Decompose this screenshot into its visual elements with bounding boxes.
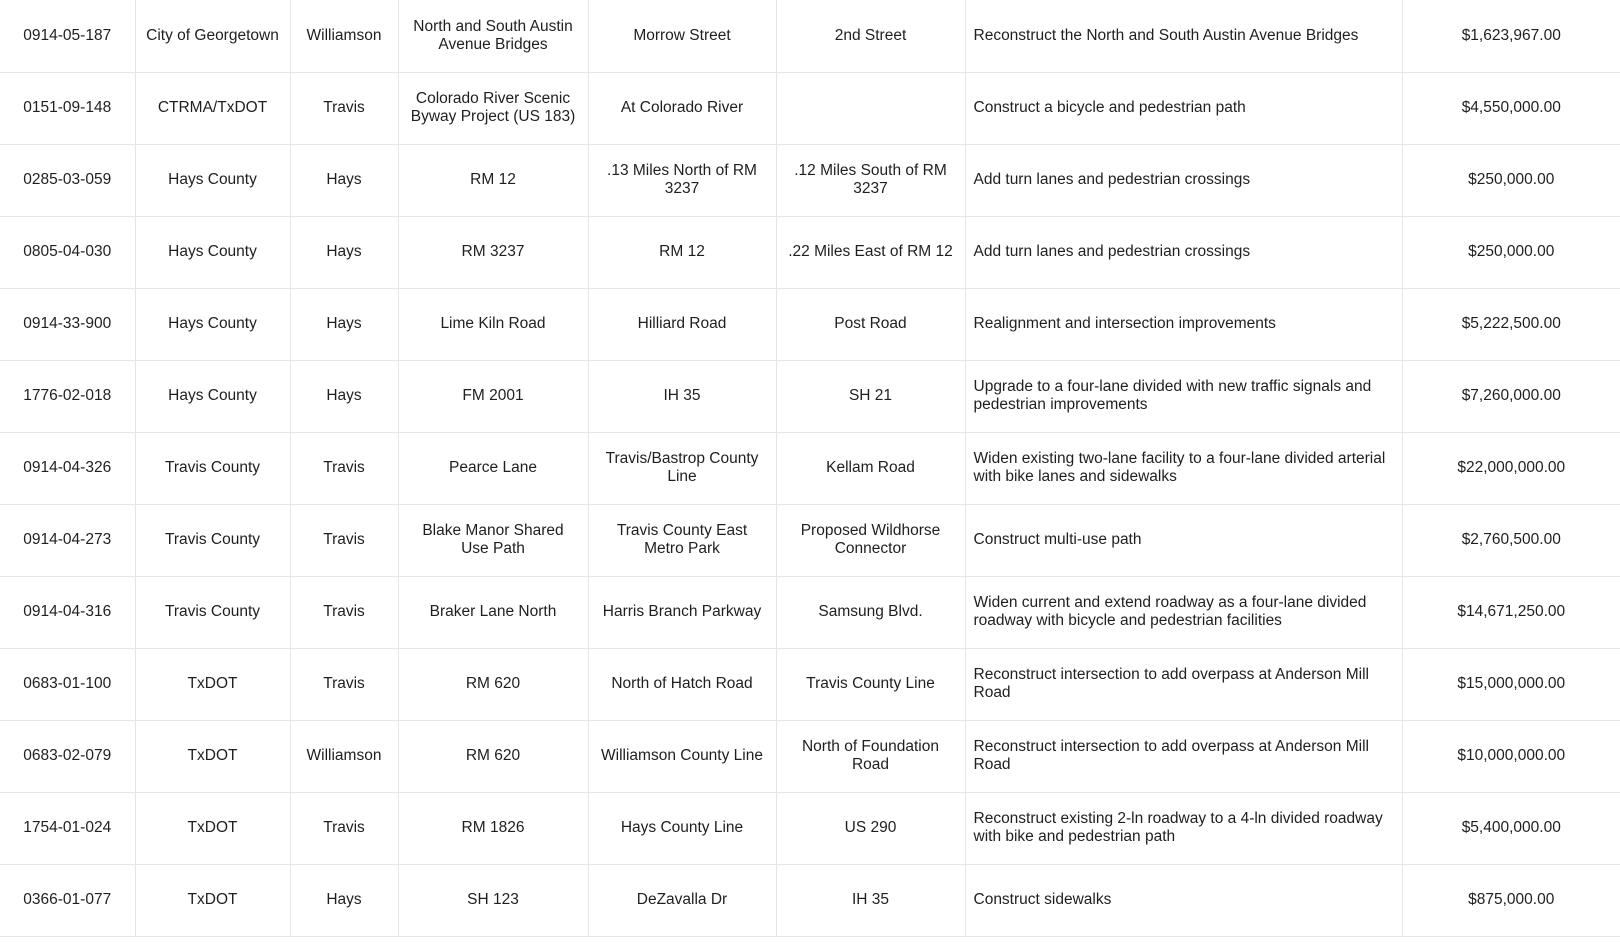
table-row <box>0 0 1620 72</box>
project-cell: Pearce Lane <box>398 432 588 504</box>
sponsor-cell: Travis County <box>135 576 290 648</box>
from-cell: At Colorado River <box>588 72 776 144</box>
to-cell: 2nd Street <box>776 0 965 72</box>
county-cell: Travis <box>290 648 398 720</box>
sponsor-cell: Travis County <box>135 432 290 504</box>
to-cell: SH 21 <box>776 360 965 432</box>
to-cell: Proposed Wildhorse Connector <box>776 504 965 576</box>
to-cell: .12 Miles South of RM 3237 <box>776 144 965 216</box>
project-cell: RM 12 <box>398 144 588 216</box>
project-cell: SH 123 <box>398 864 588 936</box>
amount-cell: $4,550,000.00 <box>1402 72 1620 144</box>
to-cell: .22 Miles East of RM 12 <box>776 216 965 288</box>
from-cell: IH 35 <box>588 360 776 432</box>
csj-cell: 0914-33-900 <box>0 288 135 360</box>
sponsor-cell: Hays County <box>135 216 290 288</box>
from-cell: Travis County East Metro Park <box>588 504 776 576</box>
amount-cell: $5,400,000.00 <box>1402 792 1620 864</box>
csj-cell: 0683-01-100 <box>0 648 135 720</box>
sponsor-cell: CTRMA/TxDOT <box>135 72 290 144</box>
table-row <box>0 504 1620 576</box>
description-cell: Widen current and extend roadway as a four-lane divided roadway with bicycle and pedestrian facilities <box>965 576 1402 648</box>
project-cell: FM 2001 <box>398 360 588 432</box>
project-cell: Blake Manor Shared Use Path <box>398 504 588 576</box>
amount-cell: $14,671,250.00 <box>1402 576 1620 648</box>
project-cell: Lime Kiln Road <box>398 288 588 360</box>
amount-cell: $250,000.00 <box>1402 216 1620 288</box>
from-cell: Williamson County Line <box>588 720 776 792</box>
table-row <box>0 360 1620 432</box>
table-row <box>0 648 1620 720</box>
project-cell: Braker Lane North <box>398 576 588 648</box>
from-cell: RM 12 <box>588 216 776 288</box>
to-cell: Post Road <box>776 288 965 360</box>
description-cell: Add turn lanes and pedestrian crossings <box>965 144 1402 216</box>
description-cell: Reconstruct the North and South Austin Avenue Bridges <box>965 0 1402 72</box>
county-cell: Travis <box>290 504 398 576</box>
csj-cell: 1776-02-018 <box>0 360 135 432</box>
sponsor-cell: Hays County <box>135 144 290 216</box>
csj-cell: 0151-09-148 <box>0 72 135 144</box>
to-cell: Kellam Road <box>776 432 965 504</box>
to-cell: Samsung Blvd. <box>776 576 965 648</box>
project-cell: RM 3237 <box>398 216 588 288</box>
description-cell: Realignment and intersection improvements <box>965 288 1402 360</box>
amount-cell: $250,000.00 <box>1402 144 1620 216</box>
description-cell: Reconstruct existing 2-ln roadway to a 4-ln divided roadway with bike and pedestrian path <box>965 792 1402 864</box>
to-cell: US 290 <box>776 792 965 864</box>
table-row <box>0 432 1620 504</box>
county-cell: Travis <box>290 792 398 864</box>
sponsor-cell: TxDOT <box>135 720 290 792</box>
table-row <box>0 72 1620 144</box>
table-row <box>0 576 1620 648</box>
county-cell: Hays <box>290 360 398 432</box>
sponsor-cell: Hays County <box>135 288 290 360</box>
description-cell: Construct sidewalks <box>965 864 1402 936</box>
description-cell: Widen existing two-lane facility to a four-lane divided arterial with bike lanes and sidewalks <box>965 432 1402 504</box>
csj-cell: 0914-05-187 <box>0 0 135 72</box>
csj-cell: 0914-04-316 <box>0 576 135 648</box>
to-cell: Travis County Line <box>776 648 965 720</box>
sponsor-cell: TxDOT <box>135 648 290 720</box>
amount-cell: $22,000,000.00 <box>1402 432 1620 504</box>
from-cell: Hilliard Road <box>588 288 776 360</box>
from-cell: North of Hatch Road <box>588 648 776 720</box>
county-cell: Travis <box>290 432 398 504</box>
from-cell: Harris Branch Parkway <box>588 576 776 648</box>
amount-cell: $1,623,967.00 <box>1402 0 1620 72</box>
table-row <box>0 720 1620 792</box>
description-cell: Upgrade to a four-lane divided with new traffic signals and pedestrian improvements <box>965 360 1402 432</box>
county-cell: Hays <box>290 288 398 360</box>
description-cell: Reconstruct intersection to add overpass at Anderson Mill Road <box>965 648 1402 720</box>
county-cell: Hays <box>290 144 398 216</box>
from-cell: Hays County Line <box>588 792 776 864</box>
description-cell: Construct multi-use path <box>965 504 1402 576</box>
project-cell: RM 620 <box>398 720 588 792</box>
sponsor-cell: City of Georgetown <box>135 0 290 72</box>
amount-cell: $7,260,000.00 <box>1402 360 1620 432</box>
sponsor-cell: Travis County <box>135 504 290 576</box>
amount-cell: $10,000,000.00 <box>1402 720 1620 792</box>
description-cell: Reconstruct intersection to add overpass at Anderson Mill Road <box>965 720 1402 792</box>
county-cell: Travis <box>290 72 398 144</box>
table-row <box>0 144 1620 216</box>
table-row <box>0 792 1620 864</box>
project-cell: RM 1826 <box>398 792 588 864</box>
csj-cell: 0683-02-079 <box>0 720 135 792</box>
table-row <box>0 864 1620 936</box>
project-cell: Colorado River Scenic Byway Project (US 183) <box>398 72 588 144</box>
amount-cell: $875,000.00 <box>1402 864 1620 936</box>
amount-cell: $2,760,500.00 <box>1402 504 1620 576</box>
amount-cell: $5,222,500.00 <box>1402 288 1620 360</box>
to-cell: IH 35 <box>776 864 965 936</box>
csj-cell: 0285-03-059 <box>0 144 135 216</box>
county-cell: Williamson <box>290 0 398 72</box>
from-cell: .13 Miles North of RM 3237 <box>588 144 776 216</box>
from-cell: Morrow Street <box>588 0 776 72</box>
csj-cell: 0805-04-030 <box>0 216 135 288</box>
from-cell: Travis/Bastrop County Line <box>588 432 776 504</box>
to-cell: North of Foundation Road <box>776 720 965 792</box>
table-row <box>0 288 1620 360</box>
project-cell: North and South Austin Avenue Bridges <box>398 0 588 72</box>
csj-cell: 0366-01-077 <box>0 864 135 936</box>
table-row <box>0 216 1620 288</box>
project-cell: RM 620 <box>398 648 588 720</box>
sponsor-cell: TxDOT <box>135 792 290 864</box>
to-cell <box>776 72 965 144</box>
sponsor-cell: Hays County <box>135 360 290 432</box>
csj-cell: 0914-04-273 <box>0 504 135 576</box>
description-cell: Construct a bicycle and pedestrian path <box>965 72 1402 144</box>
amount-cell: $15,000,000.00 <box>1402 648 1620 720</box>
description-cell: Add turn lanes and pedestrian crossings <box>965 216 1402 288</box>
county-cell: Travis <box>290 576 398 648</box>
sponsor-cell: TxDOT <box>135 864 290 936</box>
county-cell: Hays <box>290 216 398 288</box>
csj-cell: 1754-01-024 <box>0 792 135 864</box>
csj-cell: 0914-04-326 <box>0 432 135 504</box>
county-cell: Hays <box>290 864 398 936</box>
county-cell: Williamson <box>290 720 398 792</box>
from-cell: DeZavalla Dr <box>588 864 776 936</box>
